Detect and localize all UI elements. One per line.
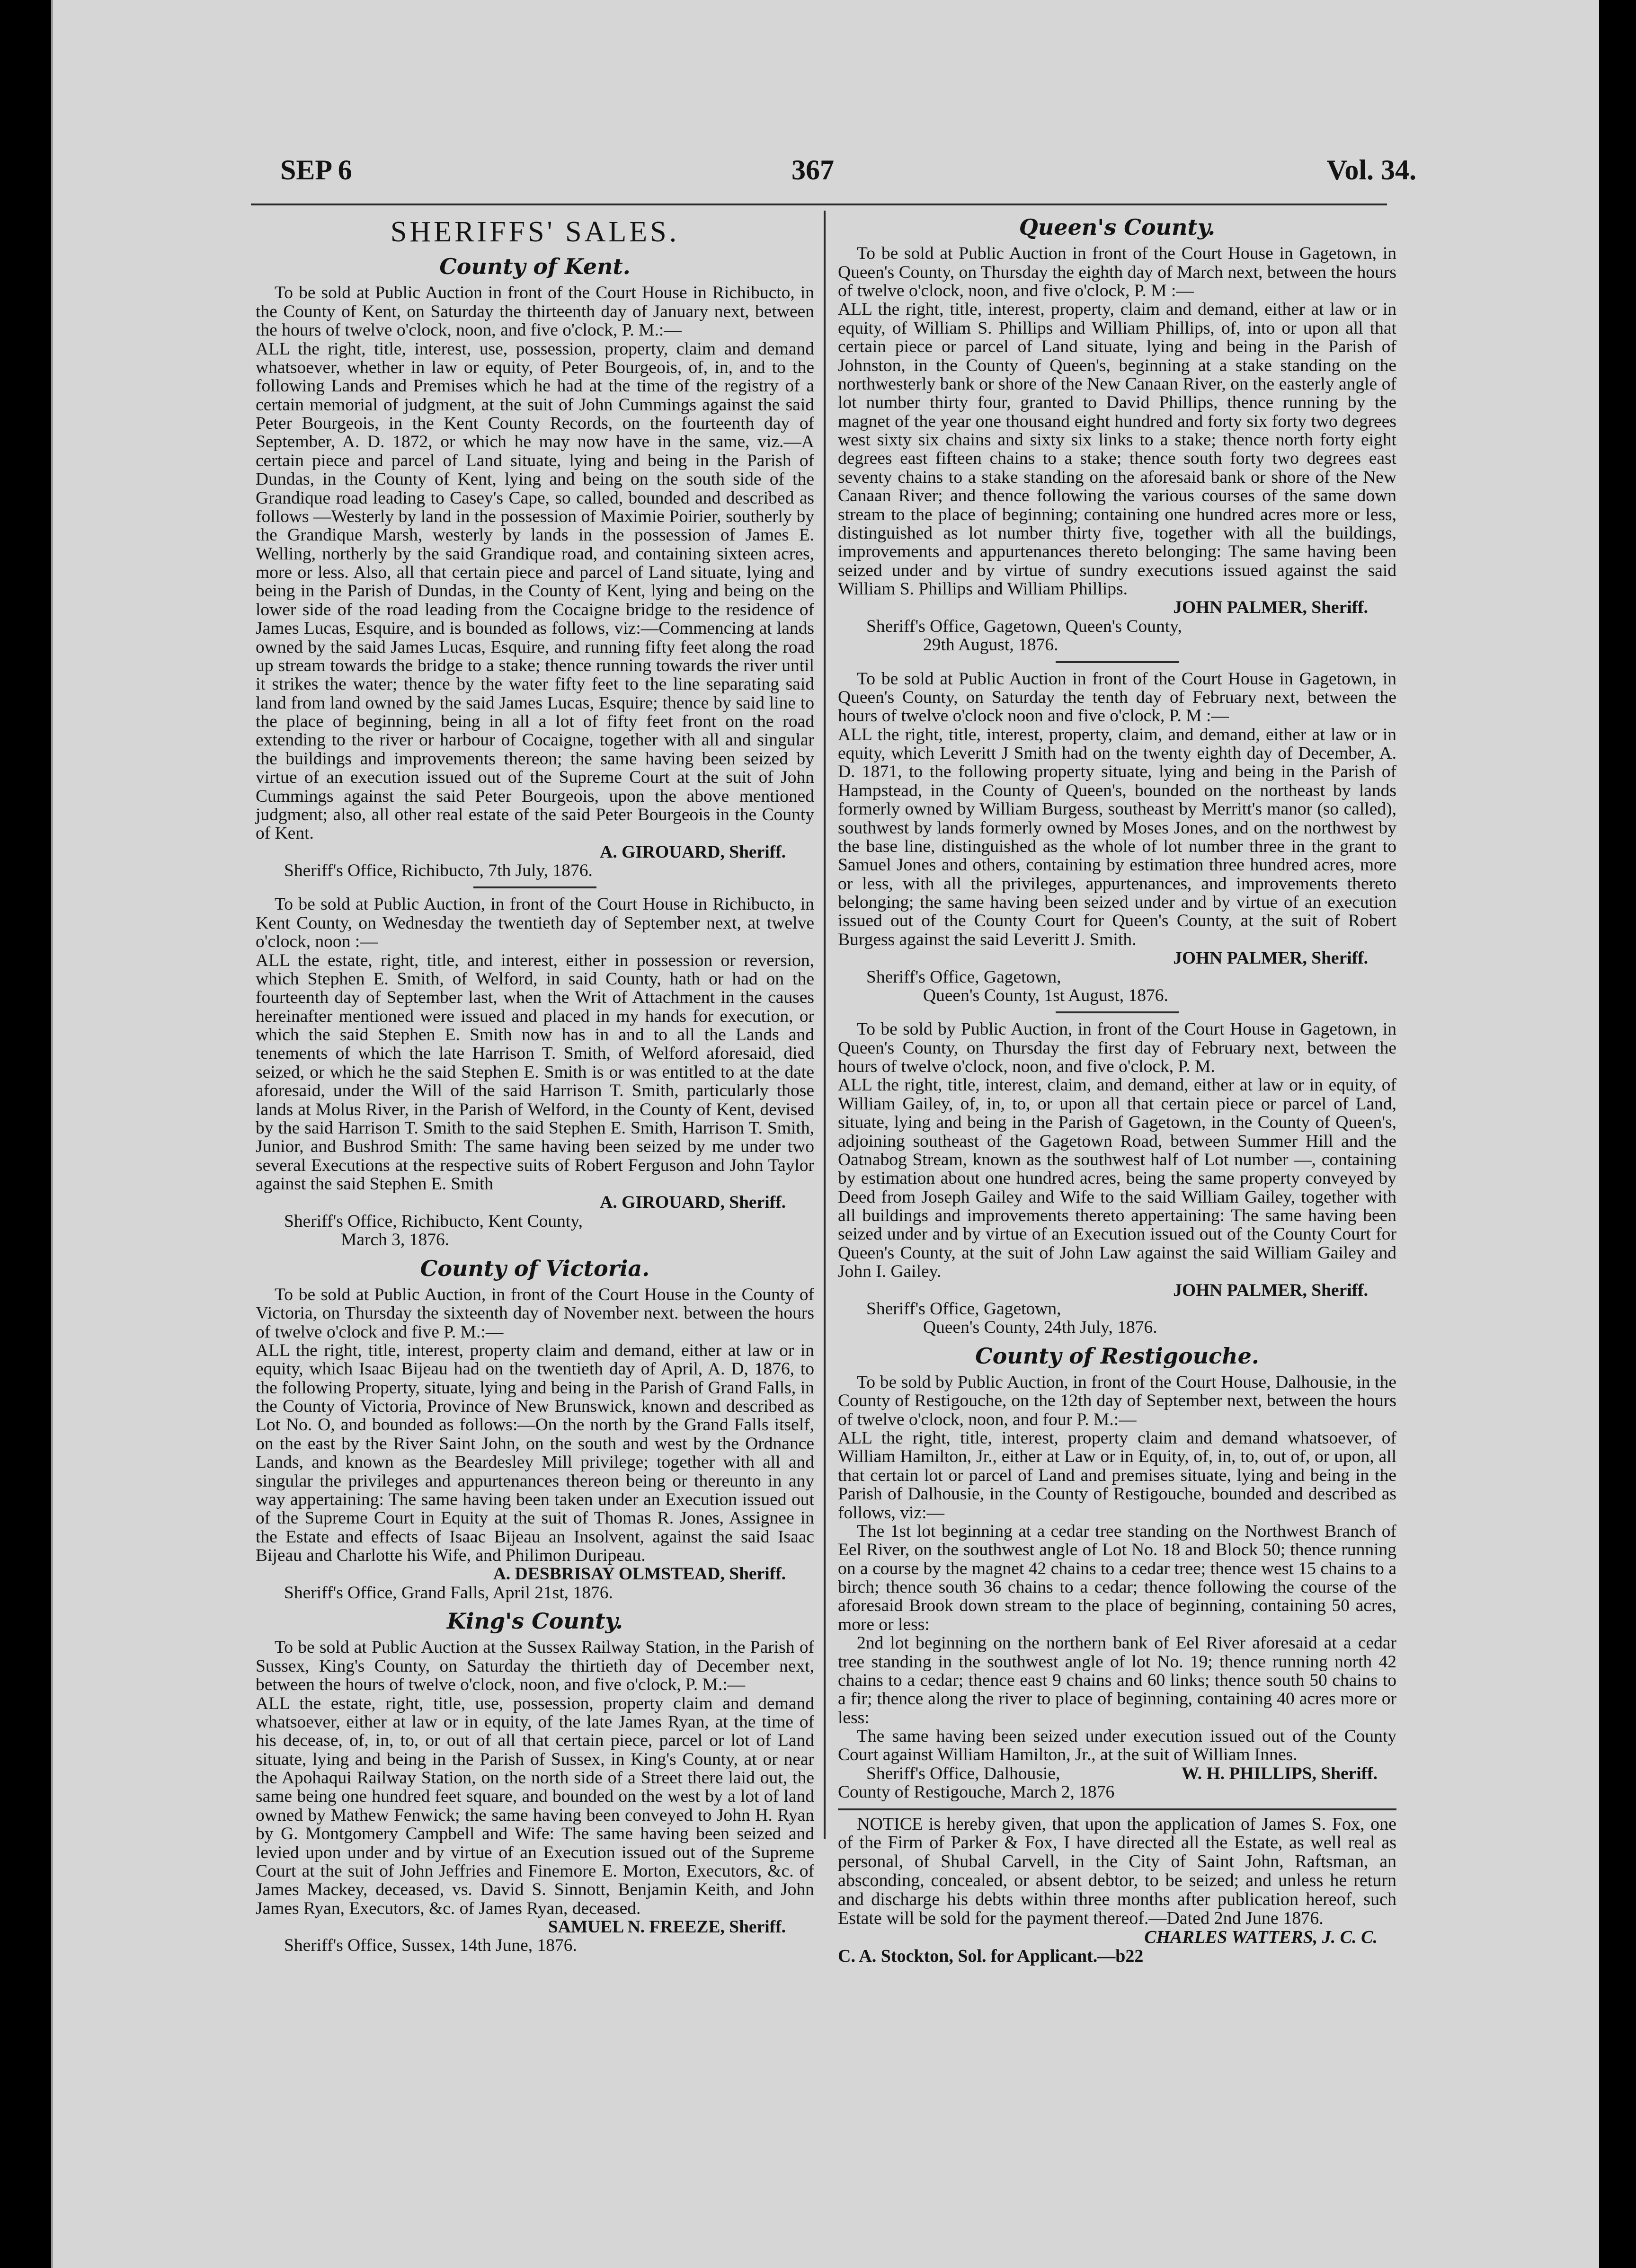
- sheriff-signature: JOHN PALMER, Sheriff.: [1173, 948, 1368, 968]
- notice-entry: [256, 1638, 814, 1955]
- office-date: 29th August, 1876.: [923, 635, 1058, 655]
- notice-body: ALL the right, title, interest, use, possession, property, claim and demand whatsoever, whether in law or equity, of Peter Bourgeois, of, in, and to the following Lands and Premises which he had at the time of the registry of a certain memorial of judgment, at the suit of John Cummings against the said Peter Bourgeois, in the Kent County Records, on the fourteenth day of September, A. D. 1872, or which he may now have in the same, viz.—A certain piece and parcel of Land situate, lying and being in the Parish of Dundas, in the County of Kent, lying and being on the south side of the Grandique road leading to Casey's Cape, so called, bounded and described as follows —Westerly by land in the possession of Maximie Poirier, southerly by the Grandique Marsh, westerly by lands in the possession of James E. Welling, northerly by the said Grandique road, and containing sixteen acres, more or less. Also, all that certain piece and parcel of Land situate, lying and being in the Parish of Dundas, in the County of Kent, lying and being on the lower side of the road leading from the Cocaigne bridge to the residence of James Lucas, Esquire, and is bounded as follows, viz:—Commencing at lands owned by the said James Lucas, Esquire, and running fifty feet along the road up stream towards the bridge to a stake; thence running towards the river until it strikes the water; thence by the water fifty feet to the line separating said land from land owned by the said James Lucas, Esquire; thence by said line to the place of beginning, being in all a lot of fifty feet front on the road extending to the river or harbour of Cocaigne, together with all and singular the buildings and improvements thereon; the same having been seized by virtue of an execution issued out of the Supreme Court at the suit of John Cummings against the said Peter Bourgeois, upon the above mentioned judgment; also, all other real estate of the said Peter Bourgeois in the County of Kent.: [256, 339, 814, 843]
- office-date: Queen's County, 1st August, 1876.: [923, 985, 1168, 1005]
- notice-lede: To be sold at Public Auction, in front of the Court House in the County of Victoria, on Thursday the sixteenth day of November next. between the hours of twelve o'clock and five P. M.:—: [256, 1285, 814, 1342]
- notice-lede: To be sold at Public Auction, in front of the Court House in Richibucto, in Kent County, on Wednesday the twentieth day of September next, at twelve o'clock, noon :—: [256, 895, 814, 952]
- sheriff-office: [838, 1764, 1396, 1783]
- county-heading-victoria: County of Victoria.: [420, 1255, 650, 1281]
- entry-separator: [1056, 661, 1179, 663]
- notice-body: ALL the right, title, interest, property, claim and demand, either at law or in equity, of William S. Phillips and William Phillips, of, into or upon all that certain piece or parcel of Land situate, lying and being in the Parish of Johnston, in the County of Queen's, beginning at a stake standing on the northwesterly bank or shore of the New Canaan River, on the easterly angle of lot number thirty four, granted to David Phillips, thence running by the magnet of the year one thousand eight hundred and forty six forty two degrees west sixty six chains and sixty six links to a stake; thence north forty eight degrees east fifteen chains to a stake; thence south forty two degrees east seventy chains to a stake standing on the aforesaid bank or shore of the New Canaan River; and thence following the various courses of the same down stream to the place of beginning; containing one hundred acres more or less, distinguished as lot number thirty five, together with all the buildings, improvements and appurtenances thereto belonging: The same having been seized under and by virtue of sundry executions issued against the said William S. Phillips and William Phillips.: [838, 300, 1396, 599]
- entry-separator: [1056, 1011, 1179, 1013]
- notice-body: ALL the estate, right, title, use, possession, property claim and demand whatsoever, either at law or in equity, of the late James Ryan, at the time of his decease, of, in, to, or out of all that certain piece, parcel or lot of Land situate, lying and being in the Parish of Sussex, in King's County, at or near the Apohaqui Railway Station, on the north side of a Street there laid out, the same being one hundred feet square, and bounded on the west by a lot of land owned by Mathew Fenwick; the same having been conveyed to John H. Ryan by G. Montgomery Campbell and Wife: The same having been seized and levied upon under and by virtue of an Execution issued out of the Supreme Court at the suit of John Jeffries and Finemore E. Morton, Executors, &c. of James Mackey, deceased, vs. David S. Sinnott, Benjamin Keith, and John James Ryan, Executors, &c. of James Ryan, deceased.: [256, 1693, 814, 1918]
- county-heading-kings: King's County.: [447, 1608, 623, 1634]
- sheriff-office: Sheriff's Office, Gagetown, Queen's County,: [866, 616, 1182, 636]
- solicitor-line: C. A. Stockton, Sol. for Applicant.—b22: [838, 1946, 1144, 1966]
- sheriff-office-text: Sheriff's Office, Dalhousie,: [866, 1763, 1060, 1783]
- sheriff-signature: A. GIROUARD, Sheriff.: [600, 842, 786, 862]
- right-column: [838, 208, 1396, 1966]
- notice-entry: [838, 670, 1396, 1005]
- office-date: County of Restigouche, March 2, 1876: [838, 1782, 1115, 1802]
- notice-entry: [838, 1373, 1396, 1802]
- notice-entry: [256, 1285, 814, 1602]
- notice-body: ALL the right, title, interest, property claim and demand, either at law or in equity, which Isaac Bijeau had on the twentieth day of April, A. D, 1876, to the following Property, situate, lying and being in the Parish of Grand Falls, in the County of Victoria, Province of New Brunswick, known and described as Lot No. O, and bounded as follows:—On the north by the Grand Falls itself, on the east by the River Saint John, on the south and west by the Ordnance Lands, and known as the Beardesley Mill privilege; together with all and singular the privileges and appurtenances thereon being or thereunto in any way appertaining: The same having been taken under an Execution issued out of the Supreme Court in Equity at the suit of Thomas R. Jones, Assignee in the Estate and effects of Isaac Bijeau an Insolvent, against the said Isaac Bijeau and Charlotte his Wife, and Philimon Duripeau.: [256, 1340, 814, 1566]
- header-rule: [251, 204, 1387, 205]
- sheriff-office: Sheriff's Office, Gagetown,: [866, 1299, 1061, 1319]
- page-header: [233, 144, 1416, 196]
- judge-signature: CHARLES WATTERS, J. C. C.: [1144, 1927, 1378, 1947]
- sheriff-office: Sheriff's Office, Richibucto, Kent County,: [284, 1211, 583, 1231]
- issue-date: SEP 6: [280, 154, 352, 186]
- county-heading-kent: County of Kent.: [439, 254, 631, 280]
- notice-body: ALL the right, title, interest, claim, and demand, either at law or in equity, of William Gailey, of, in, to, or upon all that certain piece or parcel of Land, situate, lying and being in the Parish of Gagetown, in the County of Queen's, adjoining southeast of the Gagetown Road, between Summer Hill and the Oatnabog Stream, known as the southwest half of Lot number —, containing by estimation about one hundred acres, being the same property conveyed by Deed from Joseph Gailey and Wife to the said William Gailey, together with all buildings and improvements thereto appertaining: The same having been seized under and by virtue of an Execution issued out of the County Court for Queen's County, at the suit of John Law against the said William Gailey and John I. Gailey.: [838, 1075, 1396, 1282]
- section-title: SHERIFFS' SALES.: [390, 216, 680, 248]
- office-date: March 3, 1876.: [341, 1230, 450, 1250]
- notice-body: ALL the right, title, interest, property, claim, and demand, either at law or in equity, which Leveritt J Smith had on the twenty eighth day of December, A. D. 1871, to the following property situate, lying and being in the Parish of Hampstead, in the County of Queen's, bounded on the northeast by lands formerly owned by William Burgess, southeast by Merritt's manor (so called), southwest by lands formerly owned by Moses Jones, and on the northwest by the base line, distinguished as the whole of lot number three in the grant to Samuel Jones and others, containing by estimation three hundred acres, more or less, with all the privileges, appurtenances, and improvements thereto belonging; the same having been seized under and by virtue of an execution issued out of the County Court for Queen's County, at the suit of Robert Burgess against the said Leveritt J. Smith.: [838, 725, 1396, 949]
- notice-body: NOTICE is hereby given, that upon the application of James S. Fox, one of the Firm of Parker & Fox, I have directed all the Estate, as well real as personal, of Shubal Carvell, in the City of Saint John, Raftsman, an absconding, concealed, or absent debtor, to be seized; and unless he return and discharge his debts within three months after publication hereof, such Estate will be sold for the payment thereof.—Dated 2nd June 1876.: [838, 1814, 1396, 1929]
- notice-entry: [838, 244, 1396, 654]
- insolvency-notice: [838, 1808, 1396, 1966]
- seizure-statement: The same having been seized under execution issued out of the County Court against William Hamilton, Jr., at the suit of William Innes.: [838, 1727, 1396, 1765]
- sheriff-office: Sheriff's Office, Sussex, 14th June, 1876.: [284, 1936, 577, 1956]
- county-heading-restigouche: County of Restigouche.: [975, 1343, 1259, 1369]
- notice-body: ALL the right, title, interest, property claim and demand whatsoever, of William Hamilton, Jr., either at Law or in Equity, of, in, to, out of, or upon, all that certain lot or parcel of Land and premises situate, lying and being in the Parish of Dalhousie, in the County of Restigouche, bounded and described as follows, viz:—: [838, 1428, 1396, 1523]
- lot-description: The 1st lot beginning at a cedar tree standing on the Northwest Branch of Eel River, on the southwest angle of Lot No. 18 and Block 50; thence running on a course by the magnet 42 chains to a cedar tree; thence west 15 chains to a birch; thence south 36 chains to a cedar; thence following the course of the aforesaid Brook down stream to the place of beginning, containing 50 acres, more or less:: [838, 1521, 1396, 1634]
- sheriff-signature: JOHN PALMER, Sheriff.: [1173, 598, 1368, 618]
- column-divider: [824, 211, 826, 1839]
- county-heading-queens: Queen's County.: [1019, 214, 1216, 240]
- sheriff-signature: SAMUEL N. FREEZE, Sheriff.: [548, 1917, 786, 1937]
- office-date: Queen's County, 24th July, 1876.: [923, 1318, 1157, 1338]
- notice-lede: To be sold by Public Auction, in front of the Court House, Dalhousie, in the County of Restigouche, on the 12th day of September next, between the hours of twelve o'clock, noon, and four P. M.:—: [838, 1372, 1396, 1429]
- volume-number: Vol. 34.: [1326, 154, 1416, 186]
- notice-lede: To be sold at Public Auction at the Sussex Railway Station, in the Parish of Sussex, King's County, on Saturday the thirtieth day of December next, between the hours of twelve o'clock, noon, and five o'clock, P. M.:—: [256, 1638, 814, 1695]
- sheriff-signature: A. GIROUARD, Sheriff.: [600, 1193, 786, 1213]
- notice-entry: [838, 1020, 1396, 1337]
- sheriff-office: Sheriff's Office, Grand Falls, April 21st, 1876.: [284, 1583, 613, 1603]
- sheriff-signature: W. H. PHILLIPS, Sheriff.: [1181, 1763, 1378, 1783]
- notice-lede: To be sold by Public Auction, in front of the Court House in Gagetown, in Queen's County, on Thursday the first day of February next, between the hours of twelve o'clock, noon, and five o'clock, P. M.: [838, 1019, 1396, 1077]
- left-column: [256, 208, 814, 1958]
- notice-lede: To be sold at Public Auction in front of the Court House in Richibucto, in the County of Kent, on Saturday the thirteenth day of January next, between the hours of twelve o'clock, noon, and five o'clock, P. M.:—: [256, 283, 814, 340]
- page-number: 367: [791, 154, 834, 186]
- lot-description: 2nd lot beginning on the northern bank of Eel River aforesaid at a cedar tree standing in the southwest angle of lot No. 19; thence running north 42 chains to a cedar; thence east 9 chains and 60 links; thence south 50 chains to a fir; thence along the river to place of beginning, containing 40 acres more or less:: [838, 1633, 1396, 1728]
- entry-separator: [473, 886, 596, 888]
- notice-lede: To be sold at Public Auction in front of the Court House in Gagetown, in Queen's County, on Thursday the eighth day of March next, between the hours of twelve o'clock, noon, and five o'clock, P. M :—: [838, 244, 1396, 301]
- notice-lede: To be sold at Public Auction in front of the Court House in Gagetown, in Queen's County, on Saturday the tenth day of February next, between the hours of twelve o'clock noon and five o'clock, P. M :—: [838, 669, 1396, 726]
- sheriff-signature: JOHN PALMER, Sheriff.: [1173, 1280, 1368, 1300]
- sheriff-signature: A. DESBRISAY OLMSTEAD, Sheriff.: [493, 1564, 786, 1584]
- sheriff-office: Sheriff's Office, Richibucto, 7th July, 1876.: [284, 861, 593, 881]
- sheriff-office: Sheriff's Office, Gagetown,: [866, 967, 1061, 987]
- notice-entry: [256, 895, 814, 1249]
- notice-entry: [256, 284, 814, 880]
- notice-body: ALL the estate, right, title, and interest, either in possession or reversion, which Stephen E. Smith, of Welford, in said County, hath or had on the fourteenth day of September last, when the Writ of Attachment in the causes hereinafter mentioned were issued and placed in my hands for execution, or which the said Stephen E. Smith now has in and to all the Lands and tenements of which the late Harrison T. Smith, of Welford aforesaid, died seized, or which he the said Stephen E. Smith is or was entitled to at the date aforesaid, under the Will of the said Harrison T. Smith, particularly those lands at Molus River, in the Parish of Welford, in the County of Kent, devised by the said Harrison T. Smith to the said Stephen E. Smith, Harrison T. Smith, Junior, and Bushrod Smith: The same having been seized by me under two several Executions at the respective suits of Robert Ferguson and John Taylor against the said Stephen E. Smith: [256, 950, 814, 1194]
